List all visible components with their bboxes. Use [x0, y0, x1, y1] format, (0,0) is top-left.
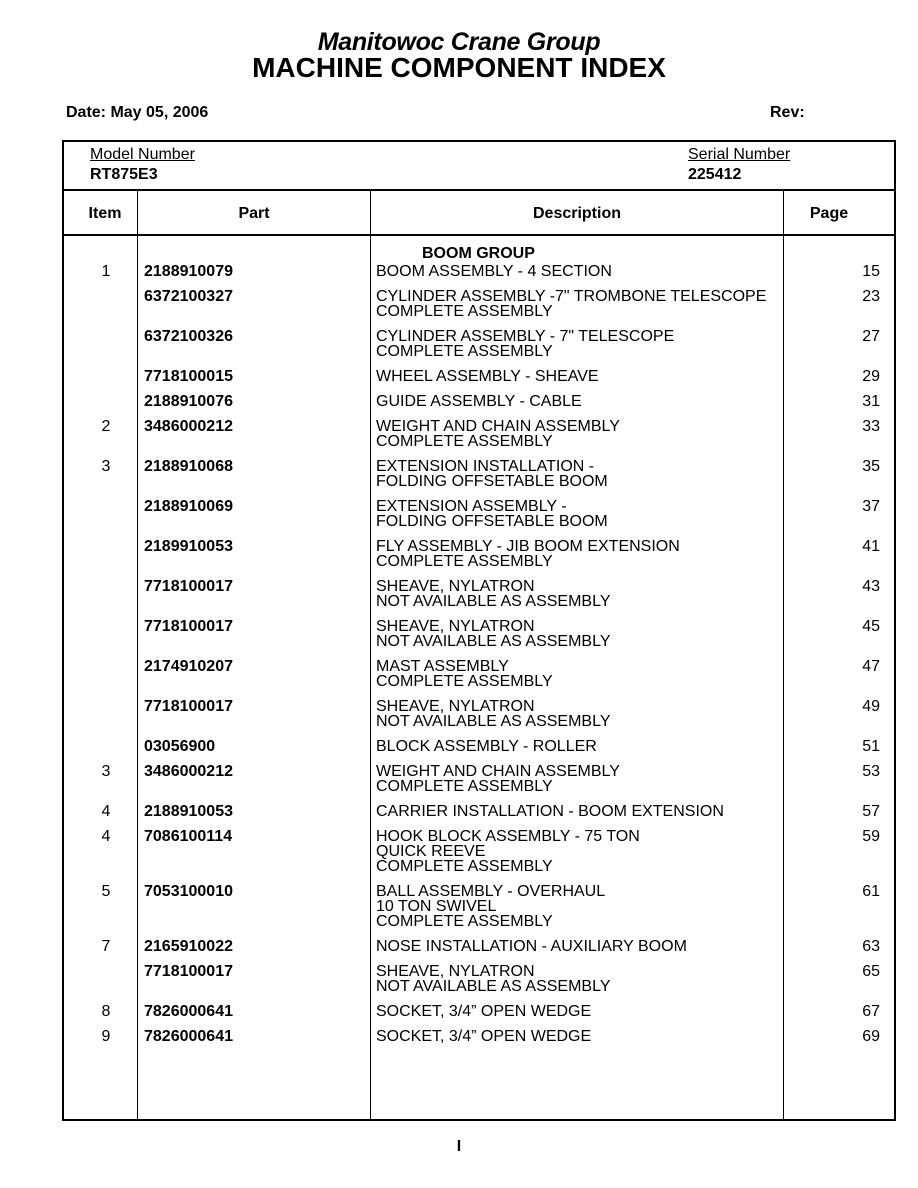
description	[376, 499, 836, 529]
part-number: 2174910207	[144, 658, 233, 675]
description-line: NOT AVAILABLE AS ASSEMBLY	[376, 633, 611, 650]
description-line: SOCKET, 3/4” OPEN WEDGE	[376, 1003, 592, 1020]
company-name: Manitowoc Crane Group	[317, 28, 601, 56]
description-line: COMPLETE ASSEMBLY	[376, 303, 553, 320]
description-line: HOOK BLOCK ASSEMBLY - 75 TON	[376, 828, 640, 845]
part-number: 2188910068	[144, 458, 233, 475]
description-line: SHEAVE, NYLATRON	[376, 618, 535, 635]
column-header-page: Page	[809, 205, 849, 222]
description-line: NOT AVAILABLE AS ASSEMBLY	[376, 593, 611, 610]
page-reference: 59	[862, 828, 880, 845]
description	[376, 264, 836, 279]
item-number: 7	[101, 938, 111, 955]
page-reference: 31	[862, 393, 880, 410]
part-number: 7718100017	[144, 578, 233, 595]
model-number-value: RT875E3	[90, 166, 158, 183]
description-line: COMPLETE ASSEMBLY	[376, 343, 553, 360]
description	[376, 659, 836, 689]
description-line: BOOM ASSEMBLY - 4 SECTION	[376, 263, 612, 280]
description-line: CYLINDER ASSEMBLY -7" TROMBONE TELESCOPE	[376, 288, 767, 305]
page-reference: 49	[862, 698, 880, 715]
part-number: 6372100327	[144, 288, 233, 305]
description-line: SHEAVE, NYLATRON	[376, 698, 535, 715]
description-line: 10 TON SWIVEL	[376, 898, 497, 915]
description-line: WHEEL ASSEMBLY - SHEAVE	[376, 368, 599, 385]
description	[376, 579, 836, 609]
page-reference: 65	[862, 963, 880, 980]
page-reference: 43	[862, 578, 880, 595]
part-number: 3486000212	[144, 763, 233, 780]
model-number-label: Model Number	[90, 146, 195, 163]
revision-line: Rev:	[770, 104, 805, 121]
page-reference: 63	[862, 938, 880, 955]
description-line: COMPLETE ASSEMBLY	[376, 673, 553, 690]
part-number: 2165910022	[144, 938, 233, 955]
item-number: 3	[101, 458, 111, 475]
item-number: 1	[101, 263, 111, 280]
description	[376, 939, 836, 954]
description	[376, 369, 836, 384]
description-line: FOLDING OFFSETABLE BOOM	[376, 513, 608, 530]
description-line: COMPLETE ASSEMBLY	[376, 858, 553, 875]
part-number: 7053100010	[144, 883, 233, 900]
description-line: CARRIER INSTALLATION - BOOM EXTENSION	[376, 803, 724, 820]
part-number: 2188910076	[144, 393, 233, 410]
description	[376, 764, 836, 794]
description-line: NOT AVAILABLE AS ASSEMBLY	[376, 978, 611, 995]
description-line: QUICK REEVE	[376, 843, 486, 860]
description-line: COMPLETE ASSEMBLY	[376, 553, 553, 570]
description-line: FOLDING OFFSETABLE BOOM	[376, 473, 608, 490]
description	[376, 739, 836, 754]
description-line: WEIGHT AND CHAIN ASSEMBLY	[376, 763, 620, 780]
description-line: SHEAVE, NYLATRON	[376, 578, 535, 595]
description	[376, 884, 836, 929]
description-line: FLY ASSEMBLY - JIB BOOM EXTENSION	[376, 538, 680, 555]
description-line: NOT AVAILABLE AS ASSEMBLY	[376, 713, 611, 730]
description	[376, 804, 836, 819]
description	[376, 459, 836, 489]
description-line: GUIDE ASSEMBLY - CABLE	[376, 393, 582, 410]
part-number: 7718100017	[144, 963, 233, 980]
description	[376, 419, 836, 449]
description	[376, 619, 836, 649]
page-reference: 47	[862, 658, 880, 675]
part-number: 7826000641	[144, 1028, 233, 1045]
description	[376, 394, 836, 409]
part-number: 2188910079	[144, 263, 233, 280]
group-title: BOOM GROUP	[422, 245, 535, 262]
part-number: 3486000212	[144, 418, 233, 435]
serial-number-label: Serial Number	[688, 146, 791, 163]
description-line: WEIGHT AND CHAIN ASSEMBLY	[376, 418, 620, 435]
description	[376, 964, 836, 994]
description	[376, 539, 836, 569]
page-reference: 33	[862, 418, 880, 435]
description	[376, 329, 836, 359]
item-number: 4	[101, 828, 111, 845]
page-reference: 23	[862, 288, 880, 305]
page-reference: 41	[862, 538, 880, 555]
column-divider-item	[137, 191, 138, 1119]
page-reference: 45	[862, 618, 880, 635]
item-number: 9	[101, 1028, 111, 1045]
header-divider	[64, 189, 894, 191]
description	[376, 1004, 836, 1019]
column-header-divider	[64, 234, 894, 236]
item-number: 3	[101, 763, 111, 780]
description-line: COMPLETE ASSEMBLY	[376, 433, 553, 450]
page-reference: 57	[862, 803, 880, 820]
description-line: EXTENSION ASSEMBLY -	[376, 498, 567, 515]
description-line: BLOCK ASSEMBLY - ROLLER	[376, 738, 597, 755]
description-line: SHEAVE, NYLATRON	[376, 963, 535, 980]
page-reference: 53	[862, 763, 880, 780]
part-number: 2189910053	[144, 538, 233, 555]
part-number: 7826000641	[144, 1003, 233, 1020]
part-number: 7086100114	[144, 828, 233, 845]
description-line: EXTENSION INSTALLATION -	[376, 458, 595, 475]
page-reference: 15	[862, 263, 880, 280]
part-number: 7718100017	[144, 618, 233, 635]
page-reference: 61	[862, 883, 880, 900]
page-reference: 51	[862, 738, 880, 755]
page-reference: 35	[862, 458, 880, 475]
description-line: MAST ASSEMBLY	[376, 658, 509, 675]
description	[376, 829, 836, 874]
description-line: CYLINDER ASSEMBLY - 7" TELESCOPE	[376, 328, 675, 345]
description-line: BALL ASSEMBLY - OVERHAUL	[376, 883, 606, 900]
page-number: I	[456, 1138, 462, 1155]
page-reference: 27	[862, 328, 880, 345]
item-number: 2	[101, 418, 111, 435]
part-number: 7718100017	[144, 698, 233, 715]
description-line: COMPLETE ASSEMBLY	[376, 778, 553, 795]
description	[376, 1029, 836, 1044]
description	[376, 699, 836, 729]
description	[376, 289, 836, 319]
description-line: COMPLETE ASSEMBLY	[376, 913, 553, 930]
page-reference: 67	[862, 1003, 880, 1020]
column-header-item: Item	[88, 205, 122, 222]
part-number: 2188910069	[144, 498, 233, 515]
part-number: 03056900	[144, 738, 216, 755]
description-line: NOSE INSTALLATION - AUXILIARY BOOM	[376, 938, 687, 955]
part-number: 2188910053	[144, 803, 233, 820]
part-number: 6372100326	[144, 328, 233, 345]
item-number: 4	[101, 803, 111, 820]
serial-number-value: 225412	[688, 166, 742, 183]
component-index-table	[62, 140, 896, 1121]
document-title: MACHINE COMPONENT INDEX	[252, 52, 666, 83]
page-reference: 69	[862, 1028, 880, 1045]
column-header-part: Part	[238, 205, 270, 222]
part-number: 7718100015	[144, 368, 233, 385]
description-line: SOCKET, 3/4” OPEN WEDGE	[376, 1028, 592, 1045]
date-line: Date: May 05, 2006	[66, 104, 209, 121]
column-header-description: Description	[532, 205, 621, 222]
item-number: 5	[101, 883, 111, 900]
item-number: 8	[101, 1003, 111, 1020]
column-divider-part	[370, 191, 371, 1119]
page-reference: 37	[862, 498, 880, 515]
page-reference: 29	[862, 368, 880, 385]
